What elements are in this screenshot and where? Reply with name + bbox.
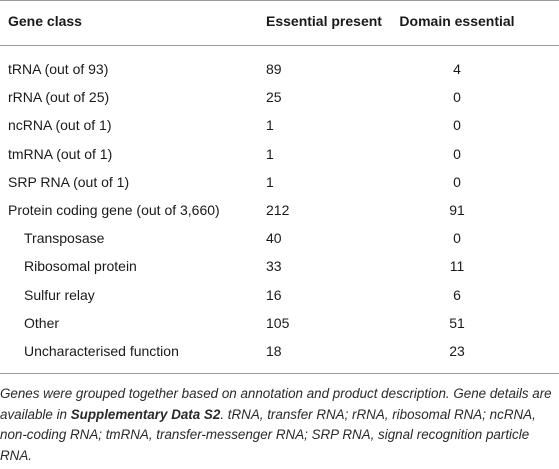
- header-domain-essential: Domain essential: [399, 13, 515, 29]
- row-essential-present: 89: [266, 61, 282, 77]
- row-label: rRNA (out of 25): [8, 89, 110, 105]
- row-domain-essential: 4: [453, 61, 461, 77]
- row-domain-essential: 11: [449, 258, 465, 274]
- row-essential-present: 33: [266, 258, 282, 274]
- header-essential-present: Essential present: [266, 13, 382, 29]
- row-label: tmRNA (out of 1): [8, 146, 113, 162]
- top-rule: [0, 0, 559, 1]
- row-essential-present: 16: [266, 287, 282, 303]
- row-essential-present: 18: [266, 343, 282, 359]
- row-essential-present: 212: [266, 202, 290, 218]
- row-domain-essential: 0: [453, 117, 461, 133]
- row-essential-present: 1: [266, 146, 274, 162]
- row-essential-present: 1: [266, 174, 274, 190]
- footnote-abbreviations: . tRNA, transfer RNA; rRNA, ribosomal RNA; ncRNA, non-coding RNA; tmRNA, transfer-messenger RNA; SRP RNA, signal recognition particle RNA.: [0, 406, 536, 463]
- row-label: Ribosomal protein: [24, 258, 137, 274]
- row-label: Protein coding gene (out of 3,660): [8, 202, 220, 218]
- row-domain-essential: 0: [453, 146, 461, 162]
- table-footnote: [0, 384, 556, 466]
- header-rule: [0, 45, 559, 46]
- supplementary-data-link: Supplementary Data S2: [70, 406, 221, 422]
- row-domain-essential: 23: [449, 343, 465, 359]
- row-domain-essential: 51: [449, 315, 465, 331]
- row-essential-present: 40: [266, 230, 282, 246]
- row-label: Sulfur relay: [24, 287, 95, 303]
- row-essential-present: 25: [266, 89, 282, 105]
- bottom-rule: [0, 373, 559, 374]
- row-label: Uncharacterised function: [24, 343, 179, 359]
- row-domain-essential: 0: [453, 230, 461, 246]
- row-domain-essential: 6: [453, 287, 461, 303]
- row-label: ncRNA (out of 1): [8, 117, 112, 133]
- row-label: tRNA (out of 93): [8, 61, 109, 77]
- footnote-text: Genes were grouped together based on annotation and product description. Gene details are available in: [0, 386, 552, 422]
- row-label: Other: [24, 315, 60, 331]
- row-domain-essential: 91: [449, 202, 465, 218]
- row-label: SRP RNA (out of 1): [8, 174, 130, 190]
- row-domain-essential: 0: [453, 89, 461, 105]
- row-domain-essential: 0: [453, 174, 461, 190]
- row-essential-present: 105: [266, 315, 290, 331]
- row-essential-present: 1: [266, 117, 274, 133]
- header-gene-class: Gene class: [8, 13, 82, 29]
- row-label: Transposase: [24, 230, 105, 246]
